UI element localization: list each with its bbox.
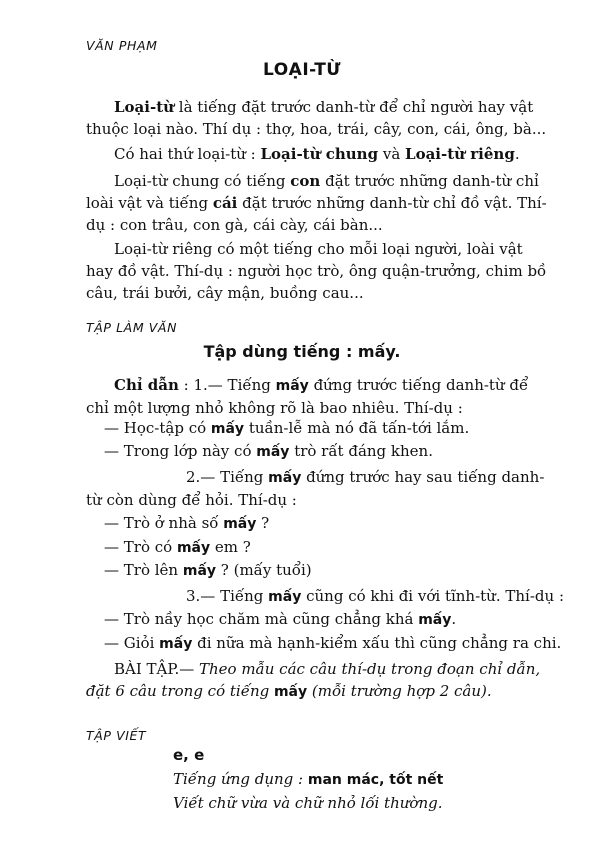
example-2b: — Trò có mấy em ? <box>104 538 251 556</box>
exercise: BÀI TẬP.— Theo mẫu các câu thí-dụ trong đoạn chỉ dẫn, đặt 6 câu trong có tiếng mấy (mỗi trường hợp 2 câu). <box>86 660 541 700</box>
term-loai-tu: Loại-từ <box>114 98 175 116</box>
example-3a: — Trò nầy học chăm mà cũng chẳng khá mấy. <box>104 610 457 628</box>
rule-2: 2.— Tiếng mấy đứng trước hay sau tiếng danh-từ còn dùng để hỏi. Thí-dụ : <box>86 468 545 509</box>
word-cai: cái <box>212 194 238 212</box>
example-1a: — Học-tập có mấy tuần-lễ mà nó đã tấn-tới lắm. <box>104 419 470 437</box>
writing-usage <box>173 768 443 791</box>
grammar-paragraph-2: Có hai thứ loại-từ : Loại-từ chung và Loại-từ riêng. <box>114 145 520 163</box>
term-proper: Loại-từ riêng <box>405 145 515 163</box>
grammar-title: LOẠI-TỪ <box>262 60 342 80</box>
example-2a: — Trò ở nhà số mấy ? <box>104 514 270 532</box>
section-label-composition: TẬP LÀM VĂN <box>86 320 178 335</box>
grammar-paragraph-1: Loại-từ là tiếng đặt trước danh-từ để chỉ người hay vật thuộc loại nào. Thí dụ : thợ, hoa, trái, cây, con, cái, ông, bà... <box>86 98 547 138</box>
grammar-paragraph-4: Loại-từ riêng có một tiếng cho mỗi loại người, loài vật hay đồ vật. Thí-dụ : người học trò, ông quận-trưởng, chim bồ câu, trái bưởi, cây mận, buồng cau... <box>86 240 547 302</box>
rule-1: Chỉ dẫn : 1.— Tiếng mấy đứng trước tiếng danh-từ để chỉ một lượng nhỏ không rõ là bao nhiêu. Thí-dụ : <box>86 376 529 417</box>
word-con: con <box>290 172 321 190</box>
composition-title: Tập dùng tiếng : mấy. <box>203 342 401 361</box>
guide-label: Chỉ dẫn <box>114 376 179 394</box>
writing-instruction: Viết chữ vừa và chữ nhỏ lối thường. <box>173 794 443 812</box>
example-1b: — Trong lớp này có mấy trò rất đáng khen. <box>104 442 433 460</box>
usage-words: man mác, tốt nết <box>307 772 444 788</box>
term-common: Loại-từ chung <box>260 145 379 163</box>
section-label-writing: TẬP VIẾT <box>86 728 147 743</box>
example-2c: — Trò lên mấy ? (mấy tuổi) <box>104 561 312 579</box>
grammar-paragraph-3: Loại-từ chung có tiếng con đặt trước những danh-từ chỉ loài vật và tiếng cái đặt trước những danh-từ chỉ đồ vật. Thí-dụ : con trâu, con gà, cái cày, cái bàn... <box>86 172 547 234</box>
rule-3: 3.— Tiếng mấy cũng có khi đi với tĩnh-từ. Thí-dụ : <box>186 587 564 605</box>
example-3b: — Giỏi mấy đi nữa mà hạnh-kiểm xấu thì cũng chẳng ra chi. <box>104 634 562 652</box>
usage-label: Tiếng ứng dụng : <box>173 770 308 788</box>
section-label-grammar: VĂN PHẠM <box>86 38 158 53</box>
writing-letters: e, e <box>173 746 205 764</box>
exercise-label: BÀI TẬP.— <box>114 660 199 678</box>
